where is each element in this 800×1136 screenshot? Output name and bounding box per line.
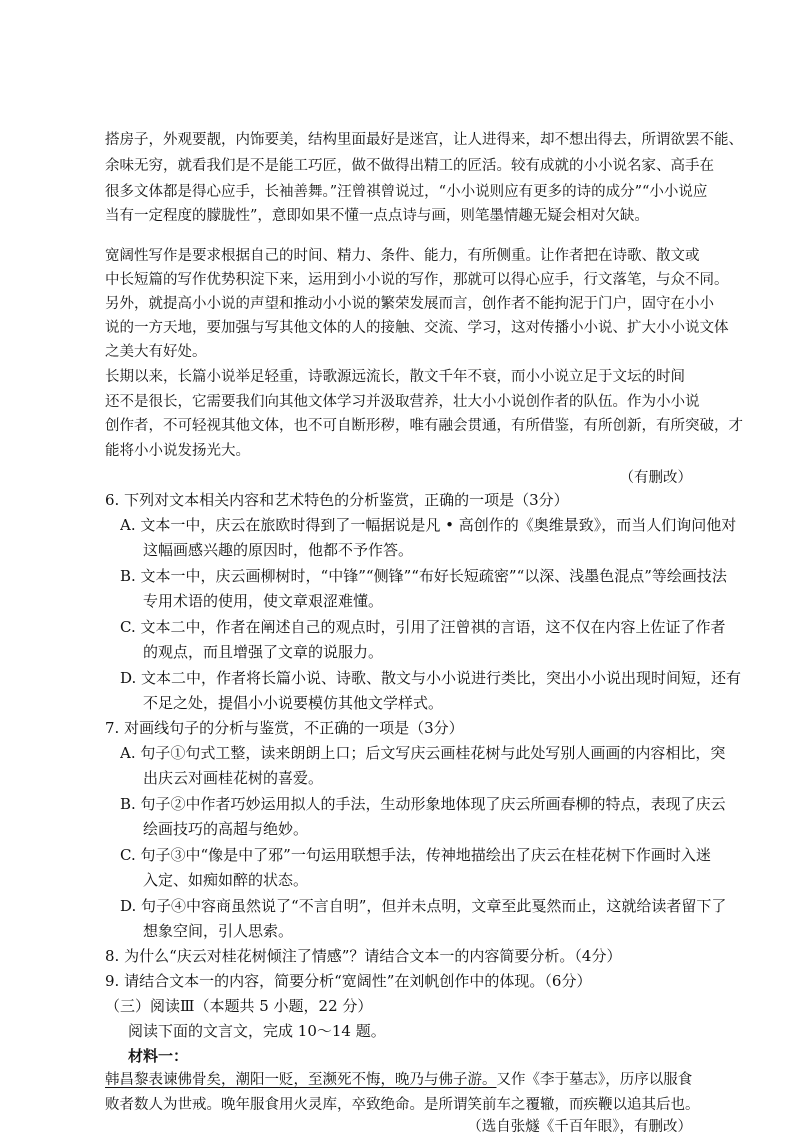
- passage-line: 能将小小说发扬光大。: [105, 443, 250, 459]
- section-heading: （三）阅读Ⅲ（本题共 5 小题，22 分）: [105, 997, 373, 1015]
- q6-option-a-cont: 这幅画感兴趣的原因时，他都不予作答。: [143, 541, 414, 559]
- passage-line: 很多文体都是得心应手，长袖善舞。”汪曾祺曾说过，“小小说则应有更多的诗的成分”“小小说应: [105, 184, 708, 200]
- passage-line: 当有一定程度的朦胧性”，意即如果不懂一点点诗与画，则笔墨情趣无疑会相对欠缺。: [105, 208, 649, 224]
- passage-line: 搭房子，外观要靓，内饰要美，结构里面最好是迷宫，让人进得来，却不想出得去，所谓欲罢不能、: [105, 132, 743, 148]
- q7-option-c-cont: 入定、如痴如醉的状态。: [143, 871, 309, 889]
- q7-option-b: B. 句子②中作者巧妙运用拟人的手法，生动形象地体现了庆云所画春柳的特点，表现了庆云: [120, 795, 726, 813]
- q6-option-b-cont: 专用术语的使用，使文章艰涩难懂。: [143, 592, 384, 610]
- q7-option-b-cont: 绘画技巧的高超与绝妙。: [143, 820, 309, 838]
- q6-option-d: D. 文本二中，作者将长篇小说、诗歌、散文与小小说进行类比，突出小小说出现时间短，还有: [120, 669, 742, 687]
- passage-line: 中长短篇的写作优势积淀下来，运用到小小说的写作，那就可以得心应手，行文落笔，与众不同。: [105, 272, 729, 288]
- q6-option-c: C. 文本二中，作者在阐述自己的观点时，引用了汪曾祺的言语，这不仅在内容上佐证了作者: [120, 618, 726, 636]
- q6-option-a: A. 文本一中，庆云在旅欧时得到了一幅据说是凡 • 高创作的《奥维景致》，而当人们询问他对: [120, 516, 737, 534]
- passage-line: 还不是很长，它需要我们向其他文体学习并汲取营养，壮大小小说创作者的队伍。作为小小说: [105, 394, 700, 410]
- q7-option-d-cont: 想象空间，引人思索。: [143, 922, 294, 940]
- material-line: 败者数人为世戒。晚年服食用火灵库，卒致绝命。是所谓笑前车之覆辙，而疾鞭以追其后也。: [105, 1097, 700, 1113]
- material-source: （选自张燧《千百年眼》，有删改）: [467, 1119, 692, 1135]
- source-note: （有删改）: [619, 470, 692, 486]
- section-instruction: 阅读下面的文言文，完成 10～14 题。: [128, 1022, 386, 1040]
- q7-option-d: D. 句子④中容商虽然说了“不言自明”，但并未点明，文章至此戛然而止，这就给读者留下了: [120, 897, 727, 915]
- q6-option-b: B. 文本一中，庆云画柳树时，“中锋”“侧锋”“布好长短疏密”“以深、浅墨色混点”等绘画技法: [120, 567, 727, 585]
- question-7: 7. 对画线句子的分析与鉴赏，不正确的一项是（3分）: [105, 719, 464, 737]
- underlined-sentence: 韩昌黎表谏佛骨矣，潮阳一贬，至濒死不悔，晚乃与佛子游。: [105, 1072, 497, 1088]
- question-8: 8. 为什么“庆云对桂花树倾注了情感”？请结合文本一的内容简要分析。（4分）: [105, 947, 622, 965]
- passage-line: 宽阔性写作是要求根据自己的时间、精力、条件、能力，有所侧重。让作者把在诗歌、散文或: [105, 248, 700, 264]
- passage-line: 另外，就提高小小说的声望和推动小小说的繁荣发展而言，创作者不能拘泥于门户，固守在小小: [105, 296, 714, 312]
- material-line: [105, 1070, 800, 1090]
- q7-option-a-cont: 出庆云对画桂花树的喜爱。: [143, 769, 324, 787]
- question-9: 9. 请结合文本一的内容，简要分析“宽阔性”在刘帆创作中的体现。（6分）: [105, 972, 592, 990]
- passage-line: 长期以来，长篇小说举足轻重，诗歌源远流长，散文千年不衰，而小小说立足于文坛的时间: [105, 369, 685, 385]
- passage-line: 之美大有好处。: [105, 344, 207, 360]
- question-6: 6. 下列对文本相关内容和艺术特色的分析鉴赏，正确的一项是（3分）: [105, 491, 569, 509]
- material-text: 又作《李于墓志》，历序以服食: [496, 1072, 693, 1088]
- passage-line: 说的一方天地，要加强与写其他文体的人的接触、交流、学习，这对传播小小说、扩大小小说文体: [105, 320, 729, 336]
- passage-line: 余味无穷，就看我们是不是能工巧匠，做不做得出精工的匠活。较有成就的小小说名家、高手在: [105, 158, 714, 174]
- q6-option-d-cont: 不足之处，提倡小小说要模仿其他文学样式。: [143, 694, 444, 712]
- material-label: 材料一：: [128, 1047, 189, 1065]
- passage-line: 创作者，不可轻视其他文体，也不可自断形秽，唯有融会贯通，有所借鉴，有所创新，有所突破，才: [105, 418, 743, 434]
- q7-option-c: C. 句子③中“像是中了邪”一句运用联想手法，传神地描绘出了庆云在桂花树下作画时入迷: [120, 846, 711, 864]
- q7-option-a: A. 句子①句式工整，读来朗朗上口；后文写庆云画桂花树与此处写别人画画的内容相比，突: [120, 744, 726, 762]
- q6-option-c-cont: 的观点，而且增强了文章的说服力。: [143, 643, 384, 661]
